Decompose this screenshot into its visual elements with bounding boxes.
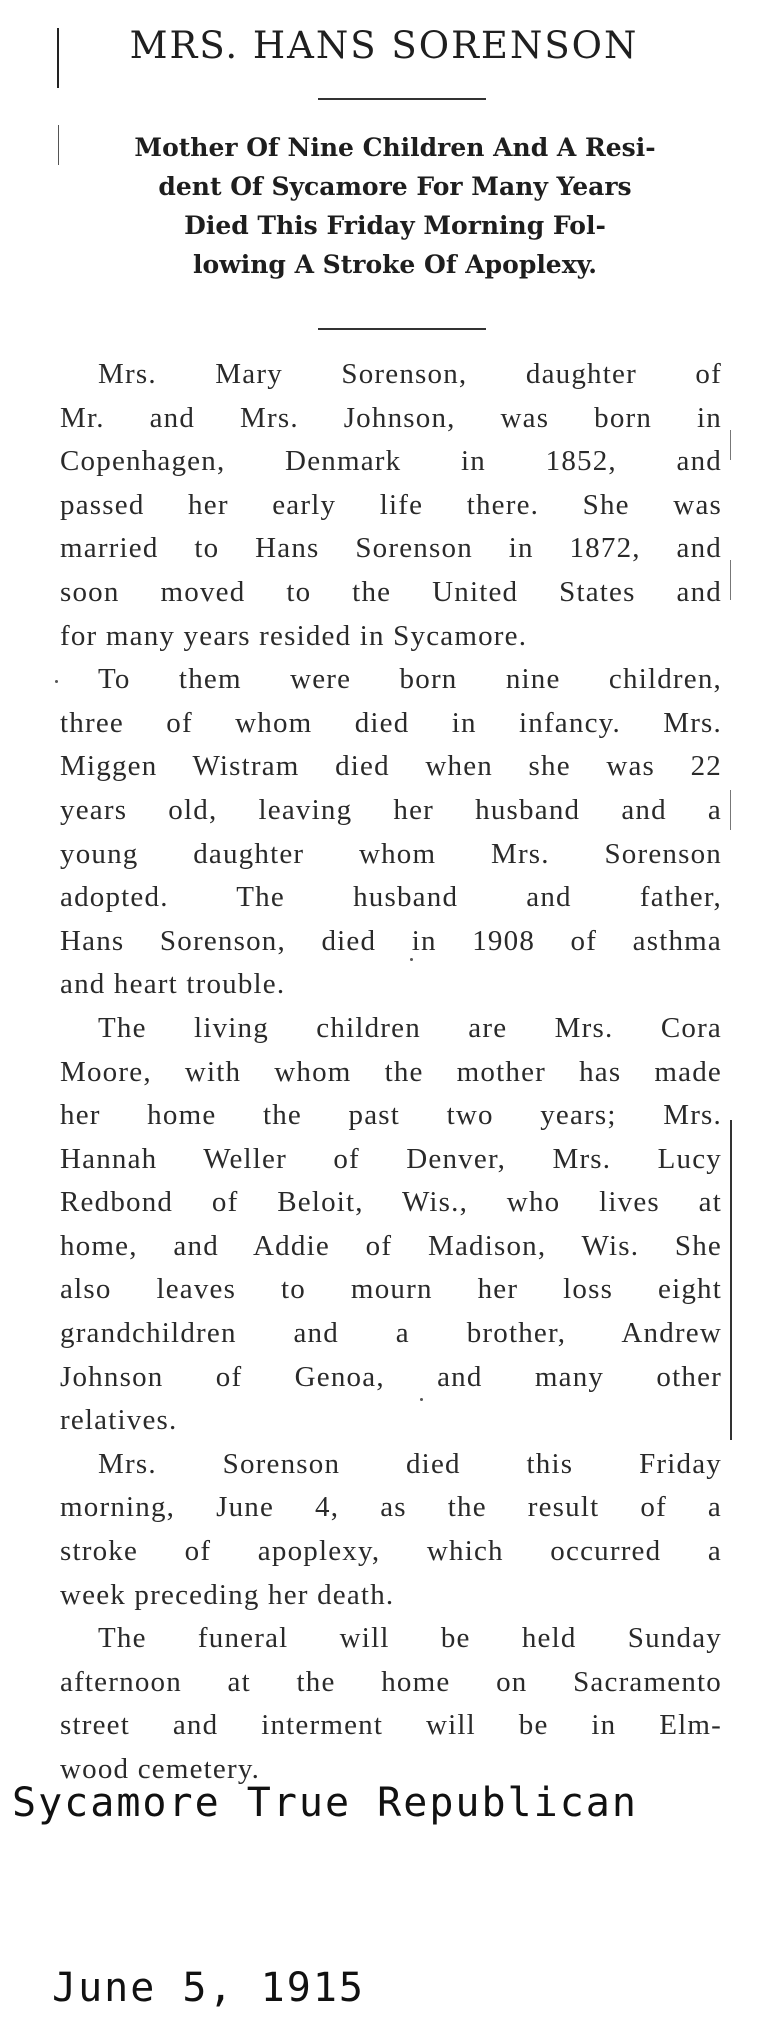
- text-line: three of whom died in infancy. Mrs.: [60, 706, 722, 739]
- publication-date: June 5, 1915: [52, 1965, 365, 2011]
- text-line: The living children are Mrs. Cora: [98, 1011, 722, 1044]
- column-rule: [58, 125, 59, 165]
- text-line: and heart trouble.: [60, 968, 286, 1001]
- text-line: also leaves to mourn her loss eight: [60, 1273, 722, 1306]
- text-line: week preceding her death.: [60, 1578, 395, 1611]
- text-line: Mr. and Mrs. Johnson, was born in: [60, 401, 722, 434]
- text-line: Mrs. Mary Sorenson, daughter of: [98, 358, 722, 390]
- text-line: passed her early life there. She was: [60, 488, 722, 521]
- paragraph-4: [60, 1443, 722, 1617]
- column-rule: [730, 1120, 732, 1440]
- column-rule: [730, 430, 731, 460]
- text-line: street and interment will be in Elm-: [60, 1709, 722, 1742]
- text-line: Hannah Weller of Denver, Mrs. Lucy: [60, 1142, 722, 1175]
- text-line: stroke of apoplexy, which occurred a: [60, 1535, 722, 1568]
- text-line: Redbond of Beloit, Wis., who lives at: [60, 1186, 722, 1219]
- column-rule: [730, 560, 731, 600]
- text-line: relatives.: [60, 1404, 178, 1437]
- subheadline-line: lowing A Stroke Of Apoplexy.: [193, 250, 597, 279]
- text-line: adopted. The husband and father,: [60, 881, 722, 914]
- subheadline-divider: [318, 328, 486, 330]
- text-line: morning, June 4, as the result of a: [60, 1491, 722, 1524]
- text-line: her home the past two years; Mrs.: [60, 1099, 722, 1132]
- paragraph-2: [60, 658, 722, 1007]
- column-rule: [730, 790, 731, 830]
- print-speck: [410, 958, 413, 961]
- text-line: Mrs. Sorenson died this Friday: [98, 1447, 722, 1480]
- text-line: afternoon at the home on Sacramento: [60, 1665, 722, 1698]
- obituary-headline: MRS. HANS SORENSON: [129, 24, 639, 67]
- text-line: Johnson of Genoa, and many other: [60, 1360, 722, 1393]
- text-line: for many years resided in Sycamore.: [60, 619, 528, 652]
- text-line: young daughter whom Mrs. Sorenson: [60, 837, 722, 870]
- text-line: Miggen Wistram died when she was 22: [60, 750, 722, 783]
- obituary-body: [60, 353, 722, 1792]
- publication-name: Sycamore True Republican: [12, 1780, 638, 1826]
- text-line: grandchildren and a brother, Andrew: [60, 1317, 722, 1350]
- text-line: years old, leaving her husband and a: [60, 793, 722, 826]
- headline-divider: [318, 98, 486, 100]
- subheadline-line: dent Of Sycamore For Many Years: [158, 172, 632, 201]
- text-line: Hans Sorenson, died in 1908 of asthma: [60, 924, 722, 957]
- paragraph-5: [60, 1617, 722, 1791]
- text-line: Copenhagen, Denmark in 1852, and: [60, 445, 722, 478]
- text-line: To them were born nine children,: [98, 663, 722, 696]
- text-line: married to Hans Sorenson in 1872, and: [60, 532, 722, 565]
- text-line: Moore, with whom the mother has made: [60, 1055, 722, 1088]
- obituary-subheadline: [60, 128, 730, 284]
- subheadline-line: Mother Of Nine Children And A Resi-: [134, 133, 656, 162]
- text-line: soon moved to the United States and: [60, 575, 722, 608]
- text-line: wood cemetery.: [60, 1753, 261, 1785]
- print-speck: [420, 1398, 423, 1401]
- paragraph-3: [60, 1007, 722, 1443]
- text-line: The funeral will be held Sunday: [98, 1622, 722, 1655]
- subheadline-line: Died This Friday Morning Fol-: [184, 211, 606, 240]
- print-speck: [55, 680, 58, 683]
- text-line: home, and Addie of Madison, Wis. She: [60, 1229, 722, 1262]
- paragraph-1: [60, 353, 722, 658]
